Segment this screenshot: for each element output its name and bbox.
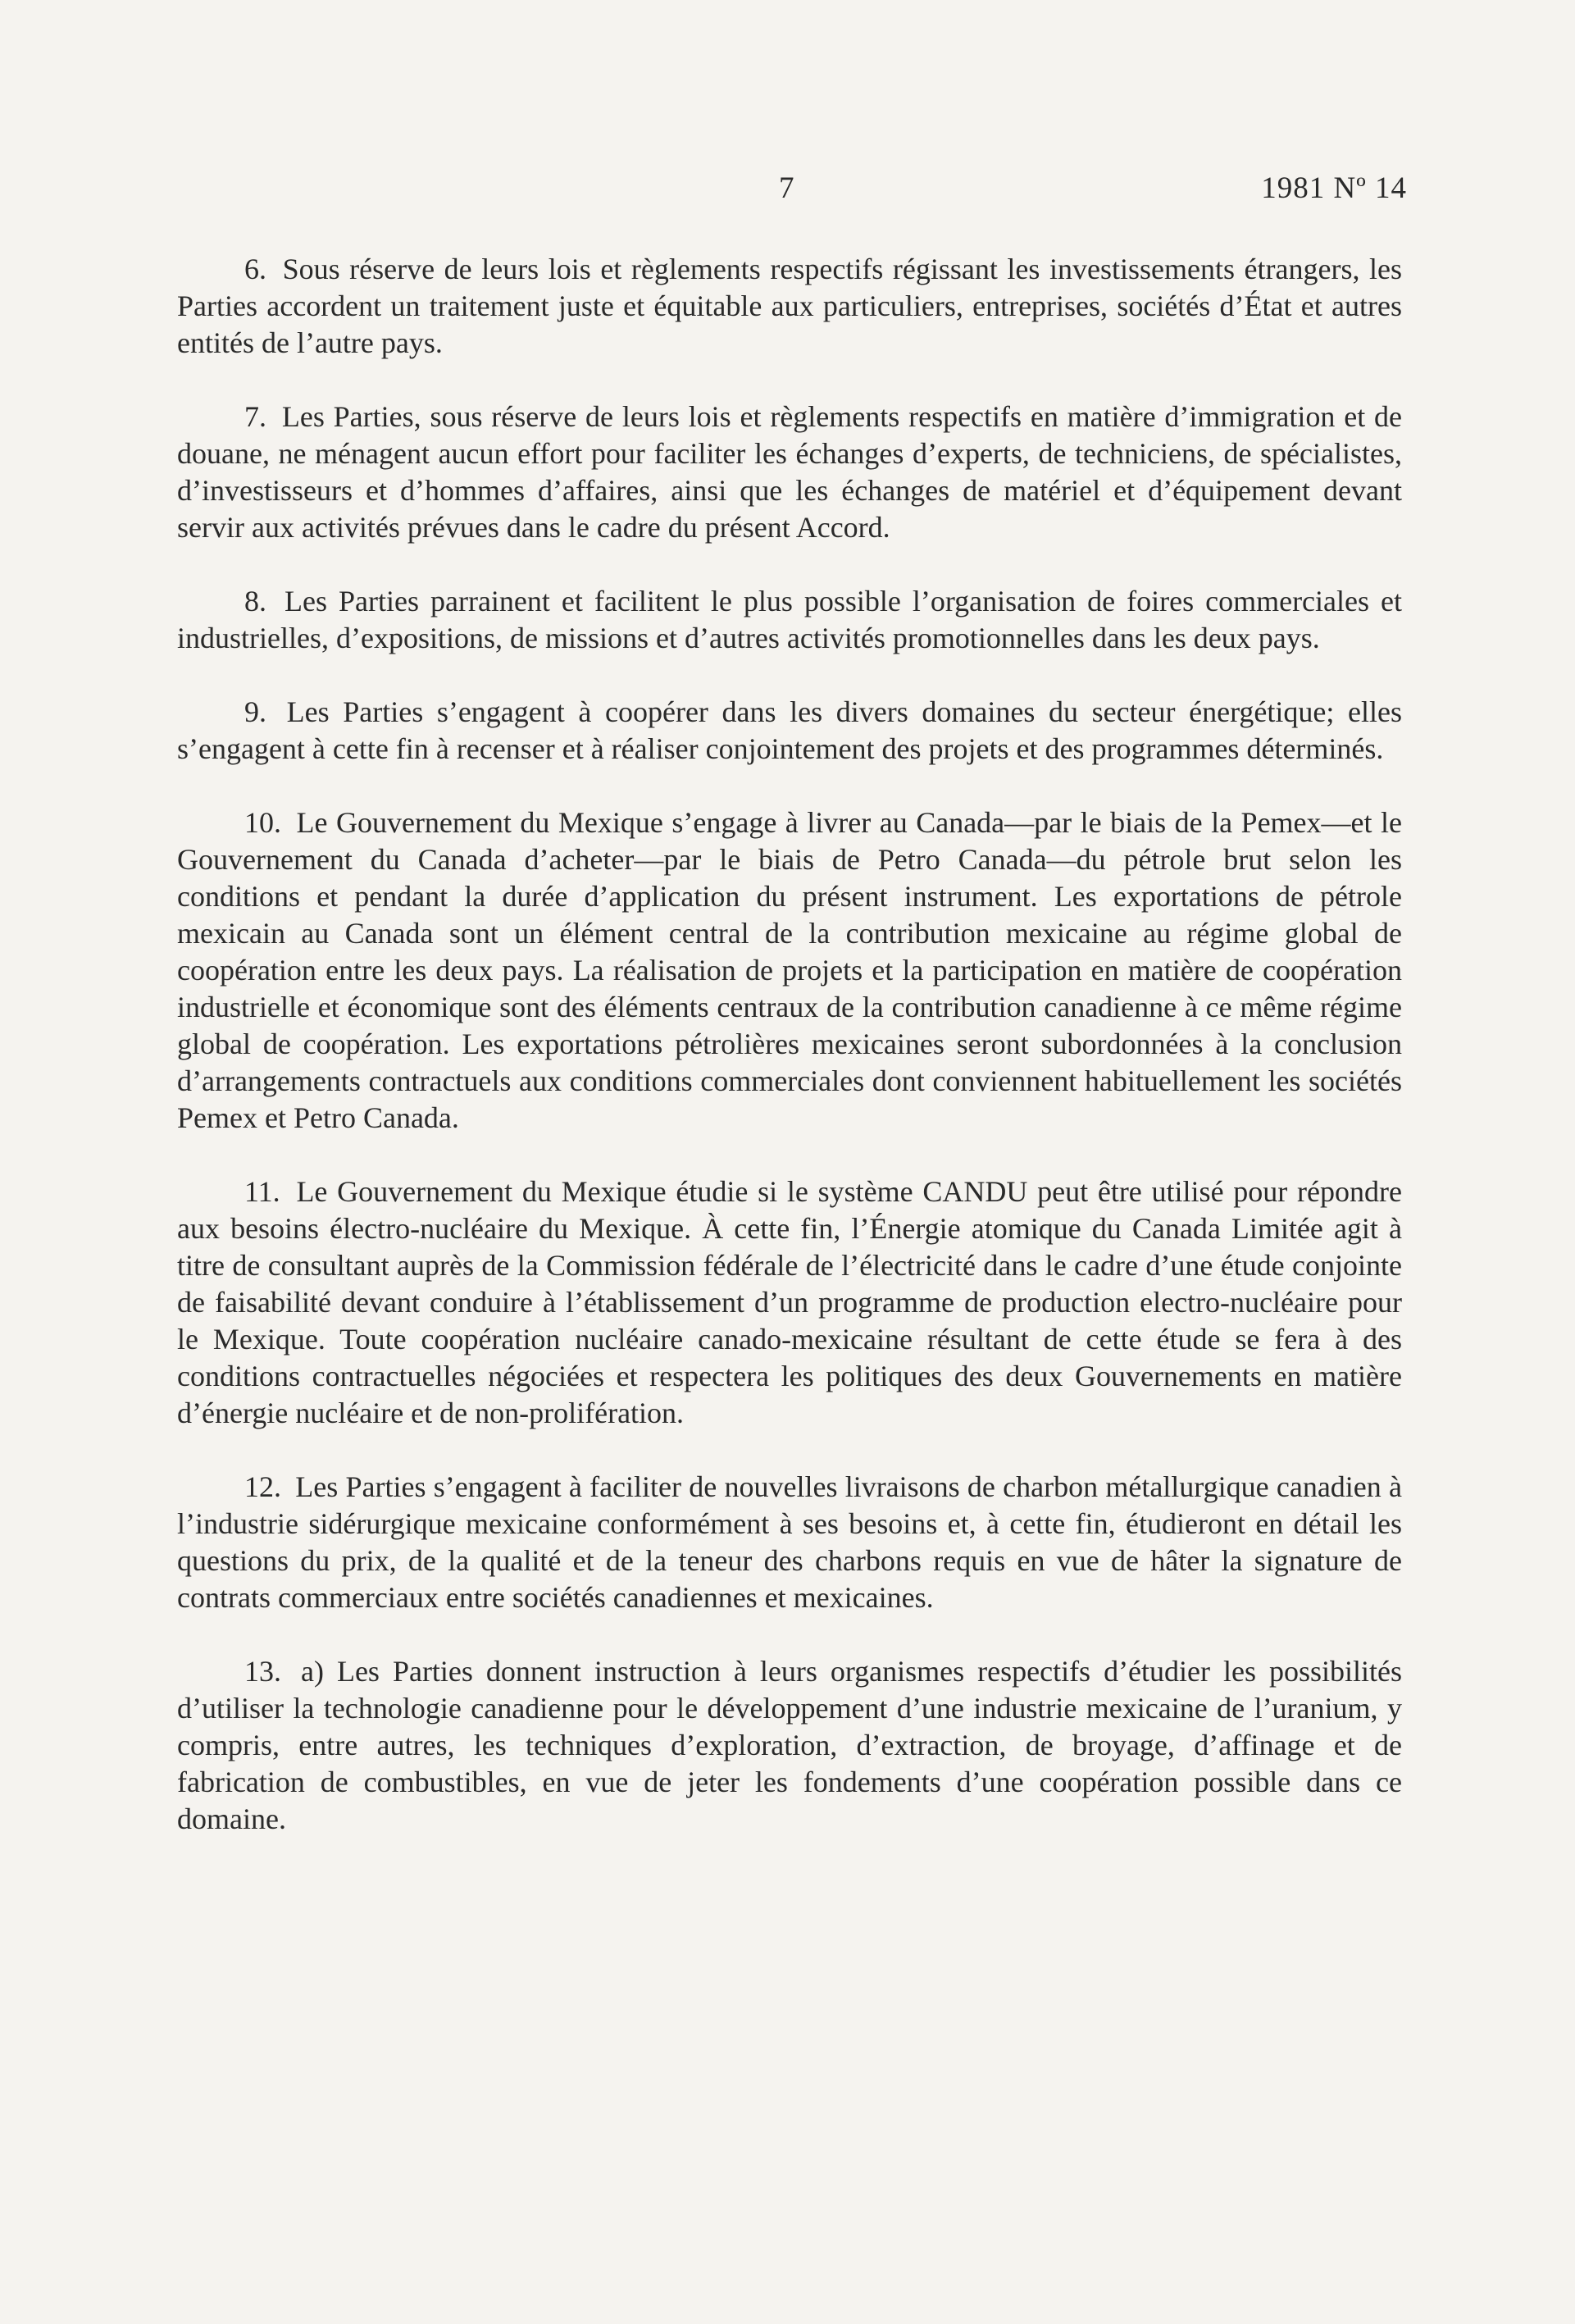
paragraph-text: Les Parties s’engagent à coopérer dans les divers domaines du secteur énergétique; elles s’engagent à cette fin à recenser et à réaliser conjointement des projets et des programmes déterminés. bbox=[177, 695, 1402, 765]
paragraph-7 bbox=[177, 399, 1402, 546]
paragraph-8 bbox=[177, 583, 1402, 657]
paragraph-11 bbox=[177, 1173, 1402, 1432]
paragraph-text: Les Parties s’engagent à faciliter de nouvelles livraisons de charbon métallurgique canadien à l’industrie sidérurgique mexicaine conformément à ses besoins et, à cette fin, étudieront en détail les questions du prix, de la qualité et de la teneur des charbons requis en vue de hâter la signature de contrats commerciaux entre sociétés canadiennes et mexicaines. bbox=[177, 1470, 1402, 1614]
page-header bbox=[0, 168, 1575, 217]
paragraph-number: 11. bbox=[244, 1175, 280, 1208]
paragraph-text: Le Gouvernement du Mexique s’engage à livrer au Canada—par le biais de la Pemex—et le Gouvernement du Canada d’acheter—par le biais de Petro Canada—du pétrole brut selon les conditions et pendant la durée d’application du présent instrument. Les exportations de pétrole mexicain au Canada sont un élément central de la contribution mexicaine au régime global de coopération entre les deux pays. La réalisation de projets et la participation en matière de coopération industrielle et économique sont des éléments centraux de la contribution canadienne à ce même régime global de coopération. Les exportations pétrolières mexicaines seront subordonnées à la conclusion d’arrangements contractuels aux conditions commerciales dont conviennent habituellement les sociétés Pemex et Petro Canada. bbox=[177, 806, 1402, 1134]
paragraph-6 bbox=[177, 251, 1402, 362]
paragraph-text: Le Gouvernement du Mexique étudie si le système CANDU peut être utilisé pour répondre aux besoins électro-nucléaire du Mexique. À cette fin, l’Énergie atomique du Canada Limitée agit à titre de consultant auprès de la Commission fédérale de l’électricité dans le cadre d’une étude conjointe de faisabilité devant conduire à l’établissement d’un programme de production electro-nucléaire pour le Mexique. Toute coopération nucléaire canado-mexicaine résultant de cette étude se fera à des conditions contractuelles négociées et respectera les politiques des deux Gouvernements en matière d’énergie nucléaire et de non-prolifération. bbox=[177, 1175, 1402, 1429]
paragraph-number: 7. bbox=[244, 400, 266, 433]
document-body bbox=[177, 251, 1402, 1875]
paragraph-number: 10. bbox=[244, 806, 281, 839]
paragraph-text: Les Parties, sous réserve de leurs lois et règlements respectifs en matière d’immigration et de douane, ne ménagent aucun effort pour faciliter les échanges d’experts, de techniciens, de spécialistes, d’investisseurs et d’hommes d’affaires, ainsi que les échanges de matériel et d’équipement devant servir aux activités prévues dans le cadre du présent Accord. bbox=[177, 400, 1403, 544]
paragraph-12 bbox=[177, 1469, 1402, 1616]
paragraph-text: a) Les Parties donnent instruction à leurs organismes respectifs d’étudier les possibilités d’utiliser la technologie canadienne pour le développement d’une industrie mexicaine de l’uranium, y compris, entre autres, les techniques d’exploration, d’extraction, de broyage, d’affinage et de fabrication de combustibles, en vue de jeter les fondements d’une coopération possible dans ce domaine. bbox=[177, 1655, 1403, 1835]
page-number: 7 bbox=[779, 171, 794, 205]
document-reference: 1981 Nº 14 bbox=[1261, 171, 1407, 205]
paragraph-9 bbox=[177, 694, 1402, 768]
paragraph-13 bbox=[177, 1653, 1402, 1838]
paragraph-number: 13. bbox=[244, 1655, 281, 1688]
paragraph-number: 6. bbox=[244, 253, 266, 285]
paragraph-number: 8. bbox=[244, 585, 266, 617]
paragraph-number: 9. bbox=[244, 695, 266, 728]
paragraph-10 bbox=[177, 804, 1402, 1137]
paragraph-text: Les Parties parrainent et facilitent le plus possible l’organisation de foires commerciales et industrielles, d’expositions, de missions et d’autres activités promotionnelles dans les deux pays. bbox=[177, 585, 1402, 654]
paragraph-text: Sous réserve de leurs lois et règlements respectifs régissant les investissements étrangers, les Parties accordent un traitement juste et équitable aux particuliers, entreprises, sociétés d’État et autres entités de l’autre pays. bbox=[177, 253, 1403, 359]
paragraph-number: 12. bbox=[244, 1470, 281, 1503]
